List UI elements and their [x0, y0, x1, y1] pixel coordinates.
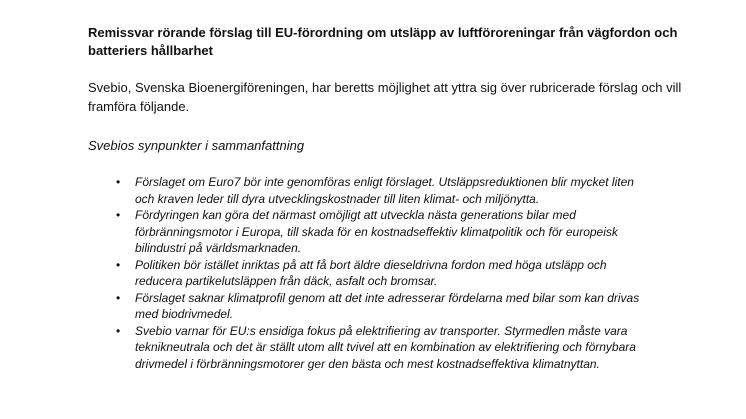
bullet-item — [0, 290, 655, 323]
document-title: Remissvar rörande förslag till EU-förordning om utsläpp av luftföroreningar från vägfordon och batteriers hållbarhet — [88, 25, 678, 58]
bullet-icon: • — [116, 208, 121, 222]
bullet-icon: • — [116, 257, 121, 272]
bullet-icon: • — [116, 175, 121, 189]
bullet-text: Svebio varnar för EU:s ensidiga fokus på elektrifiering av transporter. Styrmedlen måste vara teknikneutrala och det är ställt utom allt tvivel att en kombination av elektrifiering och förnybara drivmedel i förbränningsmotorer ger den bästa och mest kostnadseffektiva klimatnyttan. — [135, 323, 636, 371]
bullet-text: Förslaget saknar klimatprofil genom att det inte adresserar fördelarna med bilar som kan drivas med biodrivmedel. — [135, 290, 640, 321]
bullet-item — [0, 174, 655, 207]
bullet-item — [0, 323, 655, 373]
summary-bullet-list — [0, 174, 746, 372]
bullet-icon: • — [116, 290, 121, 305]
bullet-item — [0, 257, 655, 290]
bullet-text: Politiken bör istället inriktas på att få bort äldre dieseldrivna fordon med höga utsläpp och reducera partikelutsläppen från däck, asfalt och bromsar. — [135, 257, 607, 288]
bullet-item — [0, 207, 655, 257]
bullet-text: Förslaget om Euro7 bör inte genomföras enligt förslaget. Utsläppsreduktionen blir mycket liten och kraven leder till dyra utvecklingskostnader till liten klimat- och miljönytta. — [135, 175, 634, 206]
intro-paragraph: Svebio, Svenska Bioenergiföreningen, har beretts möjlighet att yttra sig över rubricerade förslag och vill framföra följande. — [88, 80, 682, 114]
bullet-text: Fördyringen kan göra det närmast omöjligt att utveckla nästa generations bilar med förbränningsmotor i Europa, till skada för en kostnadseffektiv klimatpolitik och för europeisk bilindustri på världsmarknaden. — [135, 208, 618, 255]
bullet-icon: • — [116, 323, 121, 338]
section-heading: Svebios synpunkter i sammanfattning — [88, 138, 305, 153]
